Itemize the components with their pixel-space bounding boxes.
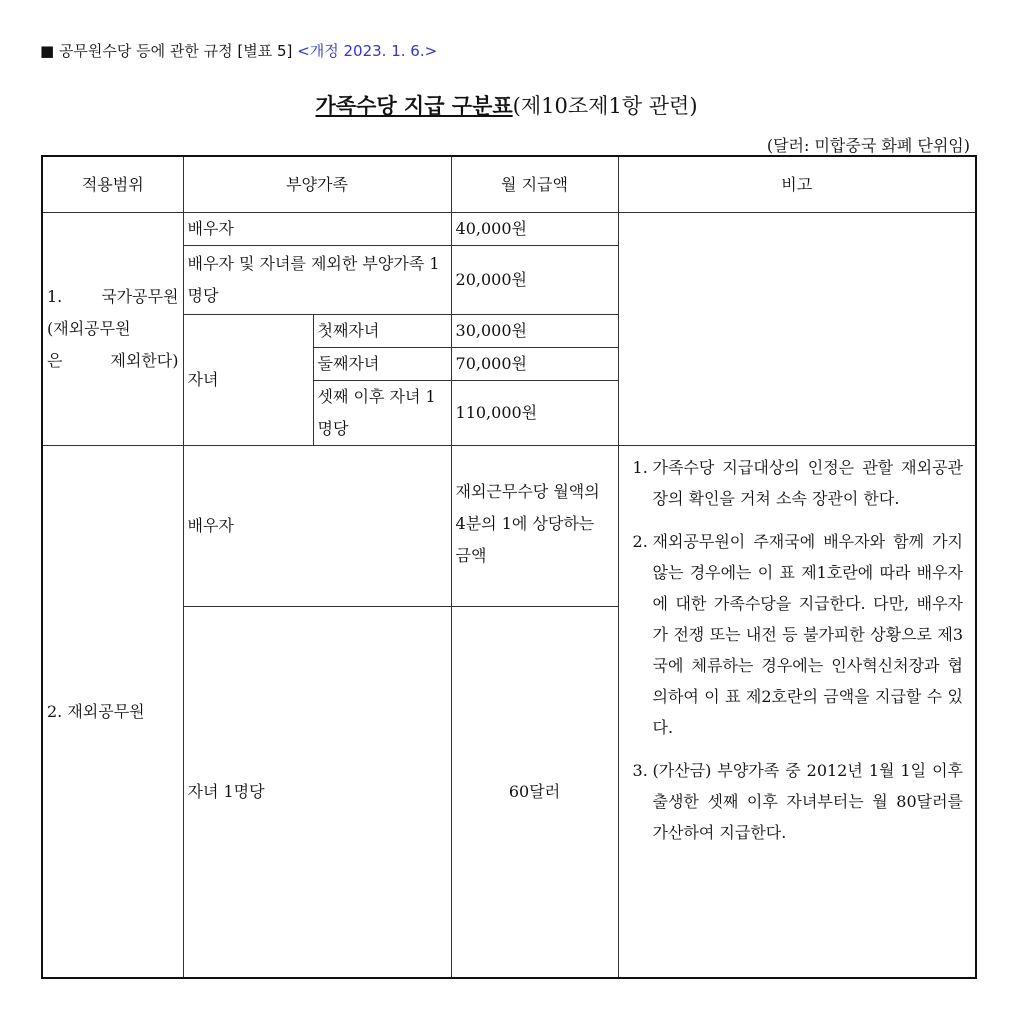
overseas-spouse: 배우자 (183, 446, 451, 607)
scope-national-line2: (재외공무원 (47, 319, 131, 338)
allowance-table (41, 155, 977, 979)
regulation-name: ■ 공무원수당 등에 관한 규정 [별표 5] (40, 42, 293, 60)
table-row (42, 446, 976, 607)
overseas-child-amount: 60달러 (451, 607, 618, 979)
dep-children: 자녀 (183, 315, 313, 446)
header-monthly-amount: 월 지급액 (451, 156, 618, 213)
remark-item (632, 452, 964, 514)
amount-second-child: 70,000원 (451, 348, 618, 381)
table-row (42, 213, 976, 246)
remarks-overseas (618, 446, 976, 979)
amendment-date: <개정 2023. 1. 6.> (297, 42, 438, 60)
remark-number: 3. (632, 761, 648, 780)
dep-third-child: 셋째 이후 자녀 1명당 (313, 381, 451, 446)
dep-first-child: 첫째자녀 (313, 315, 451, 348)
scope-national-line1: 1. 국가공무원 (47, 287, 179, 306)
remark-number: 2. (632, 532, 648, 551)
remark-item (632, 526, 964, 743)
dep-other: 배우자 및 자녀를 제외한 부양가족 1명당 (183, 246, 451, 315)
amount-spouse: 40,000원 (451, 213, 618, 246)
amount-other: 20,000원 (451, 246, 618, 315)
amount-first-child: 30,000원 (451, 315, 618, 348)
header-dependents: 부양가족 (183, 156, 451, 213)
remarks-national-empty (618, 213, 976, 446)
title-sub: (제10조제1항 관련) (512, 94, 698, 118)
remark-item (632, 755, 964, 848)
remark-text: 가족수당 지급대상의 인정은 관할 재외공관장의 확인을 거쳐 소속 장관이 한다. (652, 458, 964, 508)
dep-second-child: 둘째자녀 (313, 348, 451, 381)
table-header-row (42, 156, 976, 213)
currency-unit-note: (달러: 미합중국 화폐 단위임) (766, 136, 970, 155)
remark-text: 재외공무원이 주재국에 배우자와 함께 가지 않는 경우에는 이 표 제1호란에 따라 배우자에 대한 가족수당을 지급한다. 다만, 배우자가 전쟁 또는 내전 등 불가피한 상황으로 제3국에 체류하는 경우에는 인사혁신처장과 협의하여 이 표 제2호란의 금액을 지급할 수 있다. (652, 532, 964, 737)
scope-national (42, 213, 183, 446)
overseas-spouse-amount: 재외근무수당 월액의 4분의 1에 상당하는 금액 (451, 446, 618, 607)
remarks-list (623, 446, 972, 854)
dep-spouse: 배우자 (183, 213, 451, 246)
scope-national-line3: 은 제외한다) (47, 351, 179, 370)
title-main: 가족수당 지급 구분표 (315, 94, 513, 118)
remark-number: 1. (632, 458, 648, 477)
remark-text: (가산금) 부양가족 중 2012년 1월 1일 이후 출생한 셋째 이후 자녀부터는 월 80달러를 가산하여 지급한다. (652, 761, 964, 842)
scope-overseas: 2. 재외공무원 (42, 446, 183, 979)
header-scope: 적용범위 (42, 156, 183, 213)
page-title (0, 90, 1013, 120)
overseas-child: 자녀 1명당 (183, 607, 451, 979)
header-remarks: 비고 (618, 156, 976, 213)
amount-third-child: 110,000원 (451, 381, 618, 446)
regulation-header (40, 40, 437, 61)
